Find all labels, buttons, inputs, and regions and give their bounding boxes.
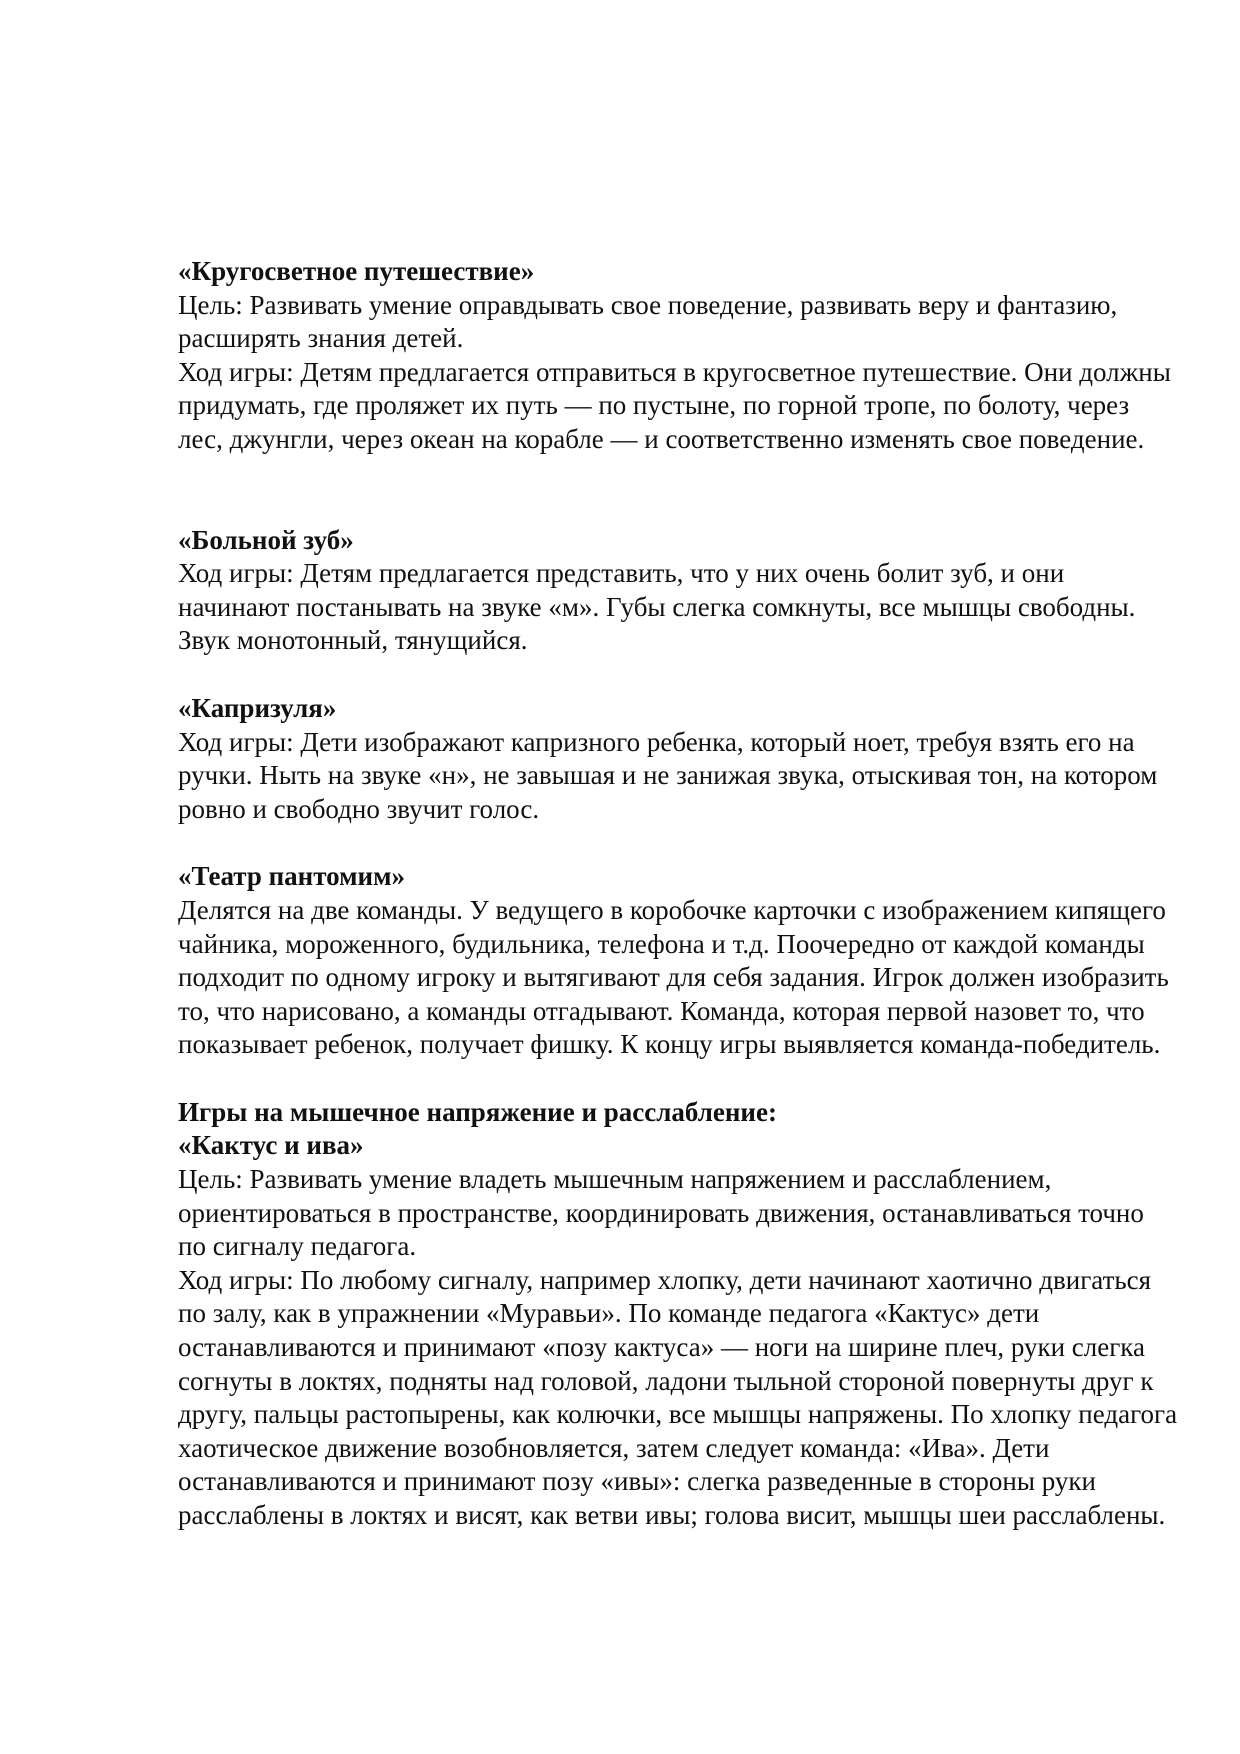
game-section-pantomime [178, 860, 1178, 1062]
game-title: «Кругосветное путешествие» [178, 256, 535, 286]
paragraph: Ход игры: Детям предлагается представить, что у них очень болит зуб, и они начинают постанывать на звуке «м». Губы слегка сомкнуты, все мышцы свободны. Звук монотонный, тянущийся. [178, 558, 1136, 656]
spacer [178, 1062, 1178, 1096]
game-title: «Кактус и ива» [178, 1130, 364, 1161]
paragraph: Ход игры: Детям предлагается отправиться в кругосветное путешествие. Они должны придумать, где проляжет их путь — по пустыне, по горной тропе, по болоту, через лес, джунгли, через океан на корабле — и соответственно изменять свое поведение. [178, 356, 1171, 454]
paragraph: Делятся на две команды. У ведущего в коробочке карточки с изображением кипящего чайника, мороженного, будильника, телефона и т.д. Поочередно от каждой команды подходит по одному игроку и вытягивают для себя задания. Игрок должен изобразить то, что нарисовано, а команды отгадывают. Команда, которая первой назовет то, что показывает ребенок, получает фишку. К концу игры выявляется команда-победитель. [178, 894, 1169, 1060]
paragraph: Ход игры: По любому сигналу, например хлопку, дети начинают хаотично двигаться по залу, как в упражнении «Муравьи». По команде педагога «Кактус» дети останавливаются и принимают «позу кактуса» — ноги на ширине плеч, руки слегка согнуты в локтях, подняты над головой, ладони тыльной стороной повернуты друг к другу, пальцы растопырены, как колючки, все мышцы напряжены. По хлопку педагога хаотическое движение возобновляется, затем следует команда: «Ива». Дети останавливаются и принимают позу «ивы»: слегка разведенные в стороны руки расслаблены в локтях и висят, как ветви ивы; голова висит, мышцы шеи расслаблены. [178, 1264, 1178, 1530]
game-section-round-the-world [178, 255, 1178, 457]
game-title: «Капризуля» [178, 692, 337, 723]
game-title: «Больной зуб» [178, 524, 354, 555]
section-heading: Игры на мышечное напряжение и расслабление: [178, 1096, 777, 1127]
paragraph: Ход игры: Дети изображают капризного ребенка, который ноет, требуя взять его на ручки. Ныть на звуке «н», не завышая и не занижая звука, отыскивая тон, на котором ровно и свободно звучит голос. [178, 726, 1158, 824]
game-title: «Театр пантомим» [178, 861, 405, 892]
spacer [178, 457, 1178, 524]
spacer [178, 658, 1178, 692]
paragraph: Цель: Развивать умение владеть мышечным напряжением и расслаблением, ориентироваться в пространстве, координировать движения, останавливаться точно по сигналу педагога. [178, 1164, 1144, 1262]
game-section-cactus-willow [178, 1096, 1178, 1533]
document-page [178, 255, 1178, 1533]
game-section-capricious [178, 692, 1178, 826]
spacer [178, 826, 1178, 860]
paragraph: Цель: Развивать умение оправдывать свое поведение, развивать веру и фантазию, расширять знания детей. [178, 289, 1118, 354]
game-section-bad-tooth [178, 524, 1178, 658]
